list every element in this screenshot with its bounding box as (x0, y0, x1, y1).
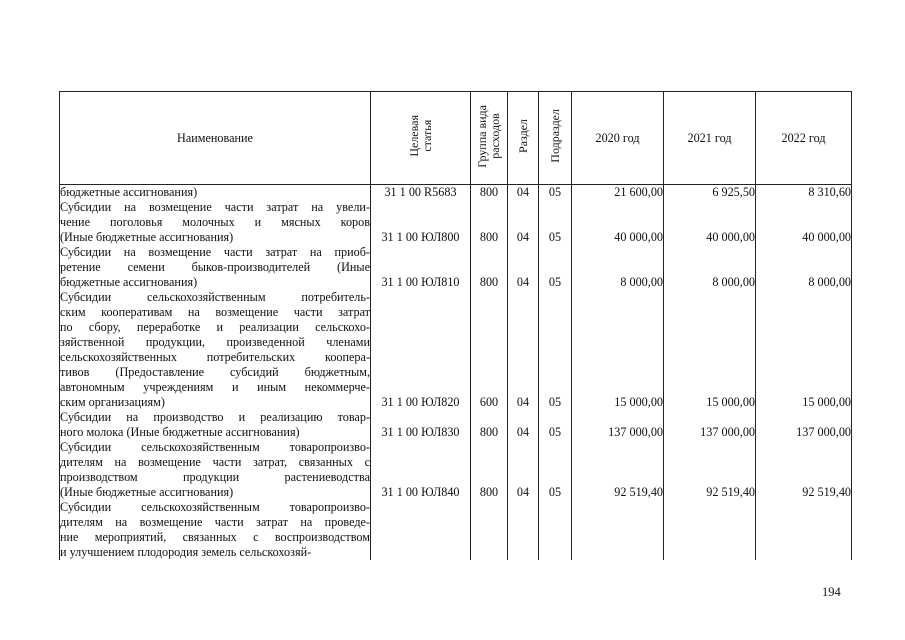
cell-section (508, 500, 539, 560)
header-expense-group: Группа вида расходов (471, 92, 508, 185)
header-section: Раздел (508, 92, 539, 185)
cell-subsection: 05 (539, 290, 572, 410)
header-name: Наименование (60, 92, 371, 185)
cell-target-article (371, 500, 471, 560)
name-line: по сбору, переработке и реализации сельскохо- (60, 320, 370, 334)
cell-2021: 15 000,00 (664, 290, 756, 410)
name-line: тивов (Предоставление субсидий бюджетным, (60, 365, 370, 379)
cell-name (60, 410, 371, 440)
table-row (60, 200, 852, 245)
header-2021: 2021 год (664, 92, 756, 185)
cell-2022: 40 000,00 (756, 200, 852, 245)
table-row (60, 290, 852, 410)
cell-2022 (756, 500, 852, 560)
cell-2020: 137 000,00 (572, 410, 664, 440)
cell-expense-group: 800 (471, 440, 508, 500)
name-line: ским кооперативам на возмещение части затрат (60, 305, 370, 319)
cell-2020: 8 000,00 (572, 245, 664, 290)
cell-target-article: 31 1 00 ЮЛ840 (371, 440, 471, 500)
name-line: Субсидии сельскохозяйственным товаропроизво- (60, 440, 370, 454)
cell-expense-group: 800 (471, 185, 508, 201)
name-line: бюджетные ассигнования) (60, 275, 198, 289)
name-line: производством продукции растениеводства (60, 470, 370, 484)
cell-target-article: 31 1 00 ЮЛ820 (371, 290, 471, 410)
cell-name (60, 440, 371, 500)
budget-table (59, 91, 852, 560)
cell-2020: 92 519,40 (572, 440, 664, 500)
cell-section: 04 (508, 200, 539, 245)
cell-2022: 8 000,00 (756, 245, 852, 290)
header-subsection: Подраздел (539, 92, 572, 185)
table-row (60, 185, 852, 201)
cell-target-article: 31 1 00 ЮЛ810 (371, 245, 471, 290)
cell-target-article: 31 1 00 R5683 (371, 185, 471, 201)
name-line: дителям на возмещение части затрат на проведе- (60, 515, 370, 529)
cell-name (60, 290, 371, 410)
cell-section: 04 (508, 440, 539, 500)
cell-target-article: 31 1 00 ЮЛ830 (371, 410, 471, 440)
cell-subsection: 05 (539, 440, 572, 500)
cell-2020: 15 000,00 (572, 290, 664, 410)
name-line: ного молока (Иные бюджетные ассигнования) (60, 425, 300, 439)
name-line: (Иные бюджетные ассигнования) (60, 485, 234, 499)
cell-expense-group (471, 500, 508, 560)
header-2020: 2020 год (572, 92, 664, 185)
cell-name (60, 245, 371, 290)
cell-2022: 137 000,00 (756, 410, 852, 440)
table-header (60, 92, 852, 185)
name-line: Субсидии сельскохозяйственным товаропроизво- (60, 500, 370, 514)
table-row (60, 500, 852, 560)
name-line: сельскохозяйственных потребительских коопера- (60, 350, 370, 364)
name-line: Субсидии сельскохозяйственным потребитель- (60, 290, 370, 304)
name-line: (Иные бюджетные ассигнования) (60, 230, 234, 244)
name-line: зяйственной продукции, произведенной членами (60, 335, 370, 349)
cell-name (60, 500, 371, 560)
cell-2021: 40 000,00 (664, 200, 756, 245)
cell-section: 04 (508, 185, 539, 201)
cell-2021: 92 519,40 (664, 440, 756, 500)
cell-expense-group: 800 (471, 200, 508, 245)
cell-section: 04 (508, 410, 539, 440)
name-line: Субсидии на возмещение части затрат на приоб- (60, 245, 370, 259)
cell-2022: 92 519,40 (756, 440, 852, 500)
cell-subsection: 05 (539, 410, 572, 440)
table-row (60, 410, 852, 440)
cell-expense-group: 800 (471, 410, 508, 440)
cell-2022: 8 310,60 (756, 185, 852, 201)
table-row (60, 245, 852, 290)
cell-2021: 137 000,00 (664, 410, 756, 440)
cell-subsection: 05 (539, 245, 572, 290)
cell-2021 (664, 500, 756, 560)
name-line: автономным учреждениям и иным некоммерче- (60, 380, 370, 394)
name-line: бюджетные ассигнования) (60, 185, 198, 199)
cell-name (60, 200, 371, 245)
cell-subsection: 05 (539, 185, 572, 201)
cell-2021: 6 925,50 (664, 185, 756, 201)
cell-target-article: 31 1 00 ЮЛ800 (371, 200, 471, 245)
cell-2022: 15 000,00 (756, 290, 852, 410)
page-number: 194 (822, 585, 841, 599)
table-row (60, 440, 852, 500)
name-line: ретение семени быков-производителей (Иные (60, 260, 370, 274)
name-line: дителям на возмещение части затрат, связанных с (60, 455, 370, 469)
header-2022: 2022 год (756, 92, 852, 185)
cell-2020 (572, 500, 664, 560)
cell-expense-group: 600 (471, 290, 508, 410)
name-line: Субсидии на производство и реализацию товар- (60, 410, 370, 424)
cell-subsection: 05 (539, 200, 572, 245)
cell-2020: 21 600,00 (572, 185, 664, 201)
cell-name (60, 185, 371, 201)
name-line: ским организациям) (60, 395, 165, 409)
cell-2021: 8 000,00 (664, 245, 756, 290)
name-line: ние мероприятий, связанных с воспроизводством (60, 530, 370, 544)
cell-2020: 40 000,00 (572, 200, 664, 245)
cell-expense-group: 800 (471, 245, 508, 290)
table-body (60, 185, 852, 561)
name-line: Субсидии на возмещение части затрат на увели- (60, 200, 370, 214)
name-line: и улучшением плодородия земель сельскохозяй- (60, 545, 312, 559)
cell-subsection (539, 500, 572, 560)
header-target-article: Целевая статья (371, 92, 471, 185)
cell-section: 04 (508, 290, 539, 410)
name-line: чение поголовья молочных и мясных коров (60, 215, 370, 229)
cell-section: 04 (508, 245, 539, 290)
